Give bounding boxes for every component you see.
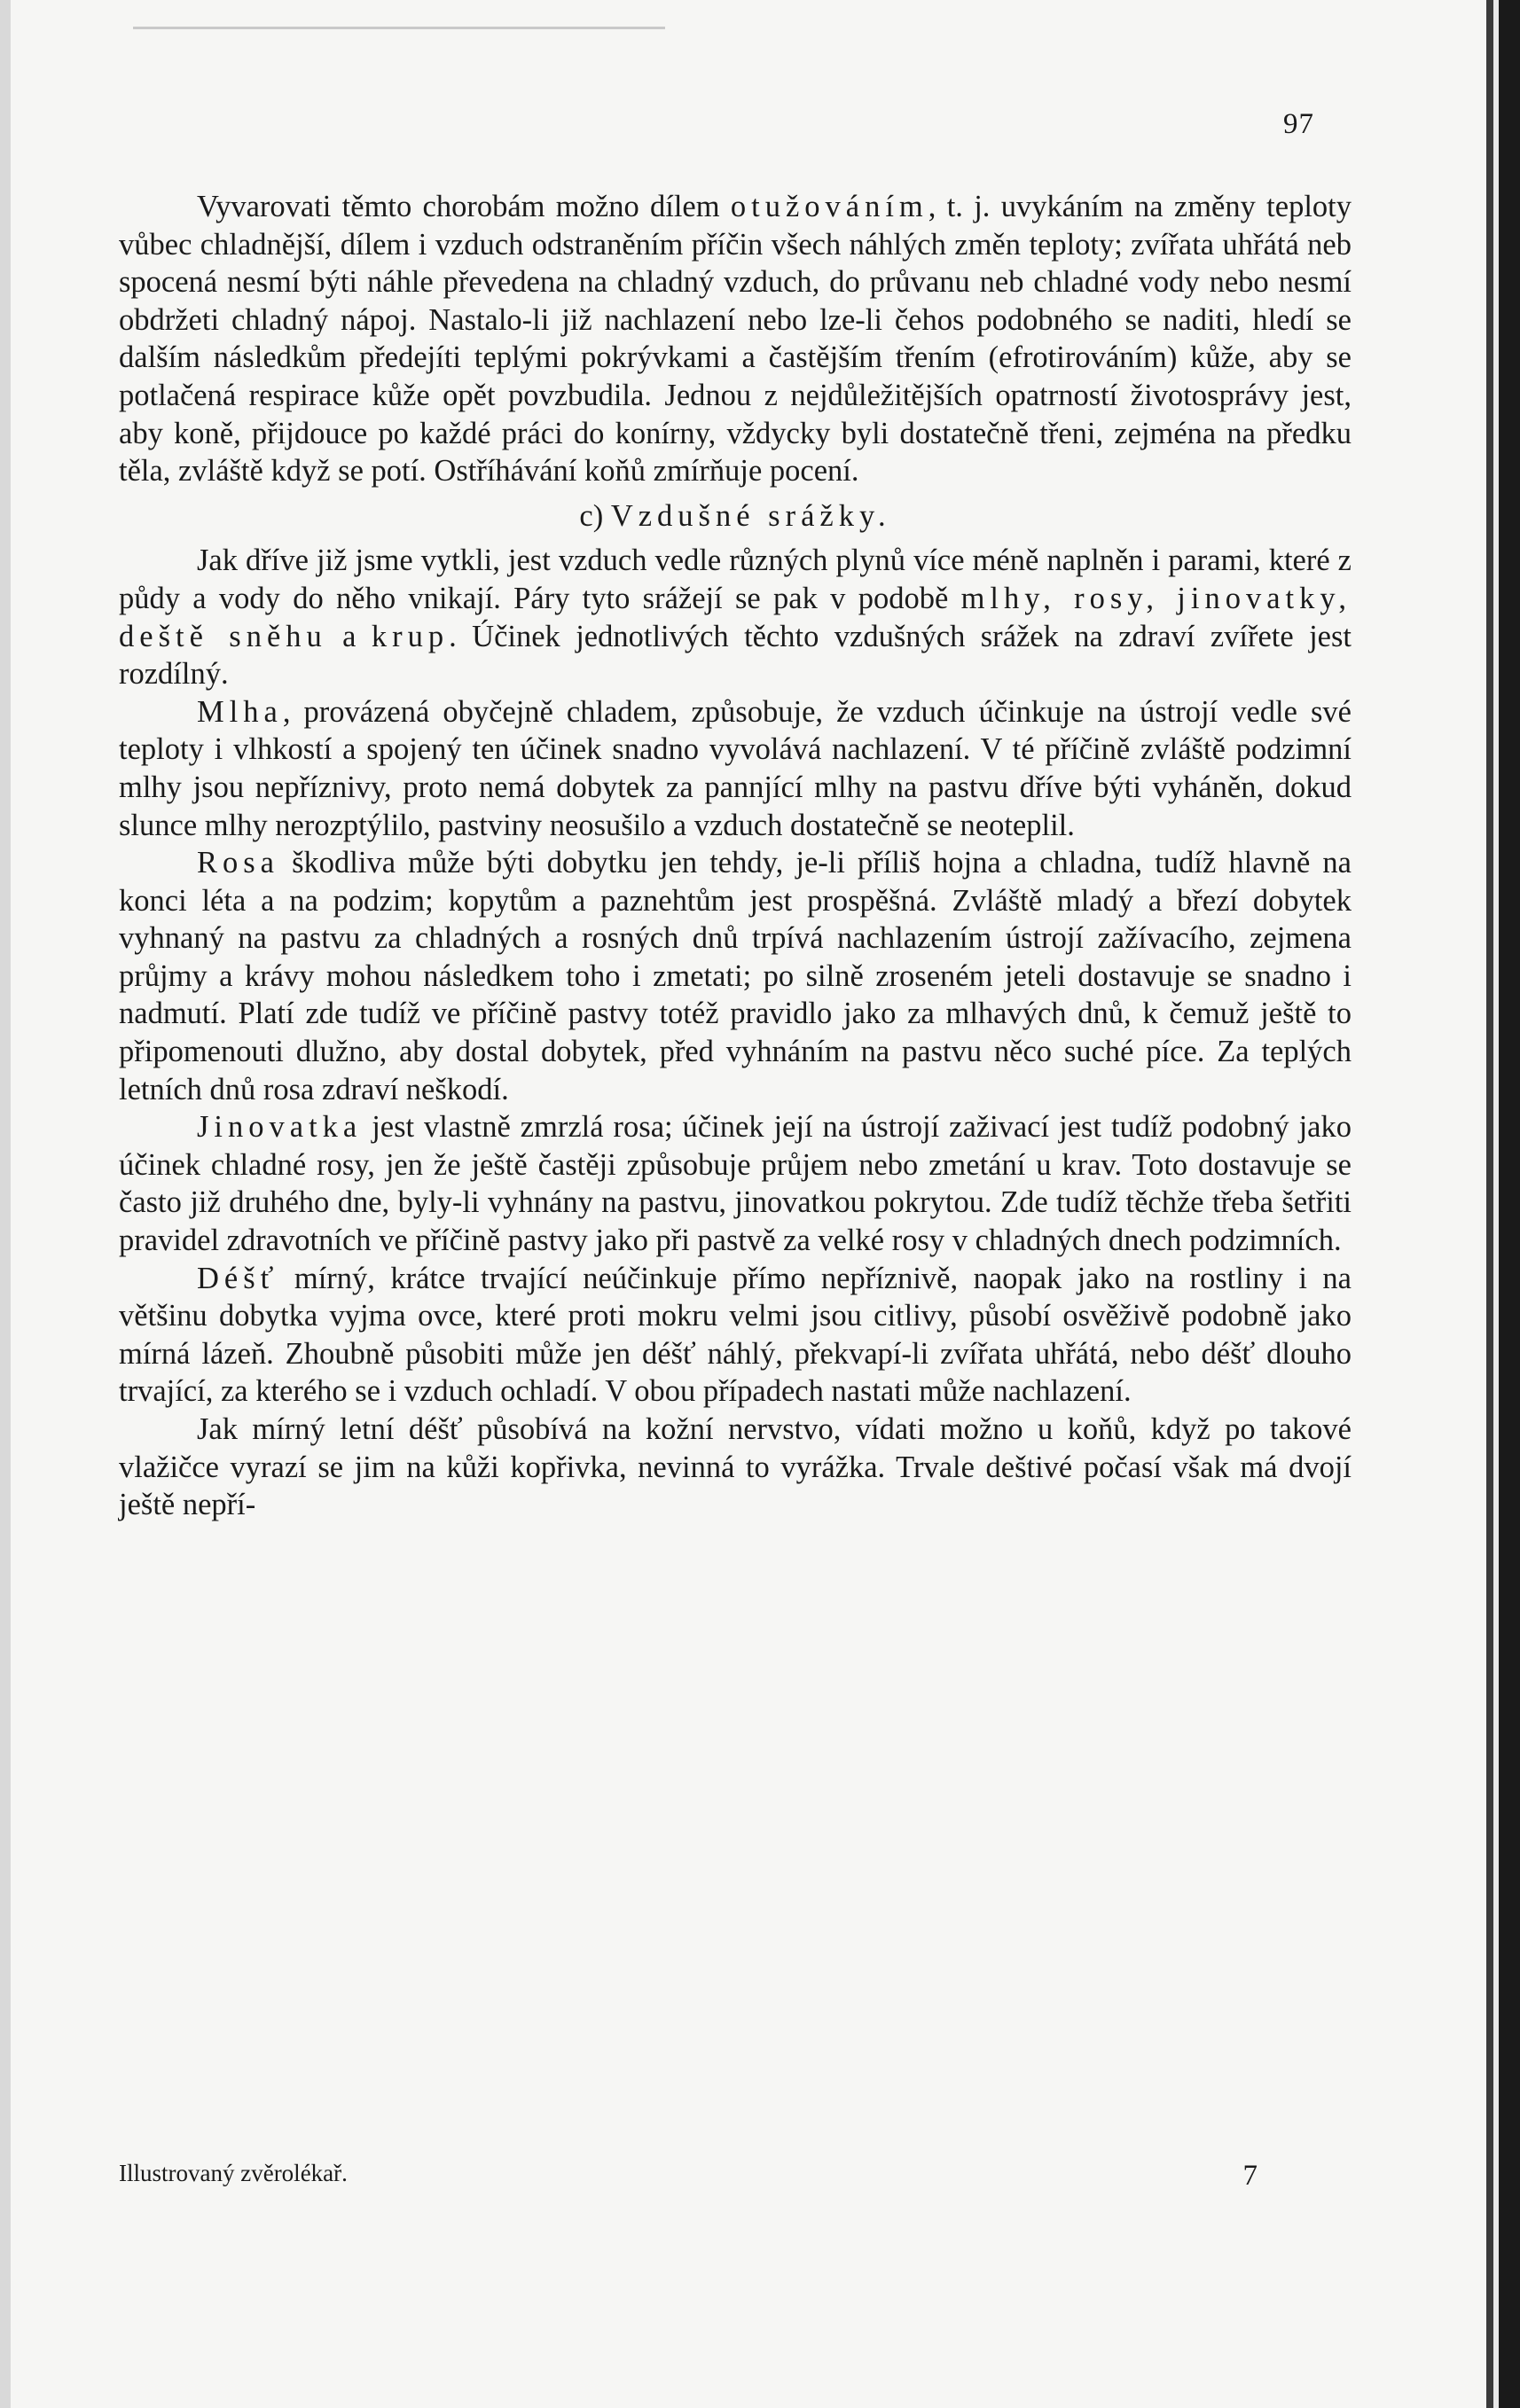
signature-mark: 7 bbox=[1242, 2160, 1258, 2192]
top-shadow-line bbox=[133, 27, 665, 29]
text-run: škodliva může býti dobytku jen tehdy, je-li příliš hojna a chladna, tudíž hlavně na konci léta a na podzim; kopytům a paznehtům jest prospěšná. Zvláště mladý a březí dobytek vyhnaný na pastvu za chladných a rosných dnů trpívá nachlazením ústrojí zažívacího, zejmena průjmy a krávy mohou následkem toho i zmetati; po silně zroseném jeteli dostavuje se snadno i nadmutí. Platí zde tudíž ve příčině pastvy totéž pravidlo jako za mlhavých dnů, k čemuž ještě to připomenouti dlužno, aby dostal dobytek, před vyhnáním na pastvu něco suché píce. Za teplých letních dnů rosa zdraví neškodí. bbox=[119, 846, 1352, 1106]
text-run: a bbox=[326, 619, 372, 653]
spaced-term: Mlha bbox=[197, 694, 283, 729]
text-run: mírný, krátce trvající neúčinkuje přímo nepříznivě, naopak jako na rostliny i na většinu dobytka vyjma ovce, které proti mokru velmi jsou citlivy, působí osvěživě podobně jako mírná lázeň. Zhoubně působiti může jen déšť náhlý, překvapí-li zvířata uhřátá, nebo déšť dlouho trvající, za kterého se i vzduch ochladí. V obou případech nastati může nachlazení. bbox=[119, 1261, 1352, 1409]
heading-title: Vzdušné srážky. bbox=[610, 498, 891, 533]
scan-left-edge bbox=[0, 0, 11, 2408]
text-run: jest vlastně zmrzlá rosa; účinek její na ústrojí zaživací jest tudíž podobný jako účinek chladné rosy, jen že ještě častěji způsobuje průjem nebo zmetání u krav. Toto dostavuje se často již druhého dne, byly-li vyhnány na pastvu, jinovatkou pokrytou. Zde tudíž těchže třeba šetřiti pravidel zdravotních ve příčině pastvy jako při pastvě za velké rosy v chladných dnech podzimních. bbox=[119, 1110, 1352, 1258]
text-run: , t. j. uvykáním na změny teploty vůbec chladnější, dílem i vzduch odstraněním příčin všech náhlých změn teploty; zvířata uhřátá neb spocená nesmí býti náhle převedena na chladný vzduch, do průvanu neb chladné vody nebo nesmí obdržeti chladný nápoj. Nastalo-li již nachlazení nebo lze-li čehos podobného se naditi, hledí se dalším následkům předejíti teplými pokrývkami a častějším třením (efrotirováním) kůže, aby se potlačená respirace kůže opět povzbudila. Jednou z nejdůležitějších opatrností životosprávy jest, aby koně, přijdouce po každé práci do konírny, vždycky byli dostatečně třeni, zejména na předku těla, zvláště když se potí. Ostříhávání koňů zmírňuje pocení. bbox=[119, 190, 1352, 489]
paragraph-jinovatka bbox=[119, 1108, 1352, 1259]
paragraph-otuzovani bbox=[119, 188, 1352, 490]
paragraph-dest bbox=[119, 1260, 1352, 1411]
text-run: Vyvarovati těmto chorobám možno dílem bbox=[197, 190, 731, 223]
scan-right-edge bbox=[1486, 0, 1520, 2408]
heading-letter: c) bbox=[579, 498, 611, 533]
spaced-term: mlhy, rosy, jinovatky, deště sněhu bbox=[119, 581, 1352, 653]
footer-title: Illustrovaný zvěrolékař. bbox=[119, 2160, 348, 2186]
paragraph-mlha bbox=[119, 693, 1352, 844]
page-number: 97 bbox=[1283, 108, 1314, 140]
spaced-term: Déšť bbox=[197, 1261, 279, 1295]
text-run: . Účinek jednotlivých těchto vzdušných srážek na zdraví zvířete jest rozdílný. bbox=[119, 619, 1352, 692]
paragraph-letni-dest bbox=[119, 1411, 1352, 1524]
text-run: , provázená obyčejně chladem, způsobuje, že vzduch účinkuje na ústrojí vedle své teploty i vlhkostí a spojený ten účinek snadno vyvolává nachlazení. V té příčině zvláště podzimní mlhy jsou nepříznivy, proto nemá dobytek za pannjící mlhy na pastvu dříve býti vyháněn, dokud slunce mlhy nerozptýlilo, pastviny neosušilo a vzduch dostatečně se neoteplil. bbox=[119, 694, 1352, 842]
spaced-term: Rosa bbox=[197, 846, 279, 880]
section-heading bbox=[119, 497, 1352, 536]
paragraph-srazky bbox=[119, 542, 1352, 692]
text-run: Jak dříve již jsme vytkli, jest vzduch vedle různých plynů více méně naplněn i parami, které z půdy a vody do něho vnikají. Páry tyto srážejí se pak v podobě bbox=[119, 543, 1352, 615]
page-footer bbox=[119, 2160, 1263, 2193]
body-text bbox=[119, 188, 1352, 1524]
spaced-term: krup bbox=[371, 619, 450, 653]
spaced-term: Jinovatka bbox=[197, 1110, 363, 1145]
paragraph-rosa bbox=[119, 844, 1352, 1108]
spaced-term: otužováním bbox=[730, 190, 928, 223]
text-run: Jak mírný letní déšť působívá na kožní nervstvo, vídati možno u koňů, když po takové vlažičce vyrazí se jim na kůži kopřivka, nevinná to vyrážka. Trvale deštivé počasí však má dvojí ještě nepří- bbox=[119, 1412, 1352, 1522]
